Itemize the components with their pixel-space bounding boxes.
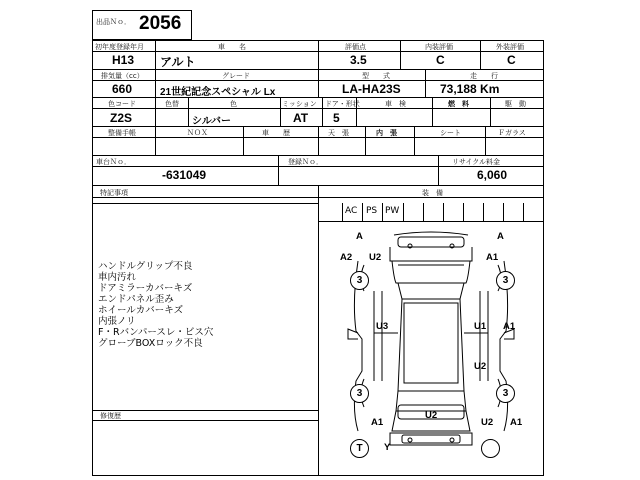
color-type-label: 色替: [165, 100, 179, 108]
color-value: シルバー: [192, 116, 232, 127]
remark-line: ホイールカバーキズ: [98, 305, 184, 316]
mark-left-side: U3: [376, 321, 389, 332]
mark-front-bumper-right: A1: [486, 252, 499, 263]
lot-number-box: [92, 10, 192, 40]
mark-front-bumper-left-u: U2: [369, 252, 382, 263]
remark-line: グローブBOXロック不良: [98, 338, 203, 349]
interior-value: C: [436, 53, 445, 67]
lot-number: 2056: [139, 13, 182, 34]
mileage-value: 73,188 Km: [440, 82, 500, 96]
car-name-label: 車 名: [218, 43, 246, 51]
mileage-label: 走 行: [470, 72, 498, 80]
lot-number-label: 出品Ｎｏ．: [96, 18, 131, 26]
mark-right-rear-door: U2: [474, 361, 487, 372]
wheel-rear-right: 3: [496, 384, 515, 403]
wheel-front-right: 3: [496, 271, 515, 290]
remark-line: ドアミラーカバーキズ: [98, 283, 193, 294]
interior-upholstery-label: 内 張: [376, 129, 397, 137]
mark-front-bumper-left-a: A2: [340, 252, 353, 263]
doors-shape-label: ドア・形状: [325, 100, 360, 108]
manual-label: 整備手帳: [108, 129, 136, 137]
mission-label: ミッション: [282, 100, 317, 108]
displacement-value: 660: [112, 82, 133, 96]
mark-tire-y: Y: [384, 442, 391, 453]
recycle-fee-value: 6,060: [477, 168, 508, 182]
exterior-value: C: [507, 53, 516, 67]
f-glass-label: Ｆガラス: [498, 129, 526, 137]
remark-line: F・Rバンパースレ・ビス穴: [98, 327, 214, 338]
mission-value: AT: [293, 111, 309, 125]
color-code-value: Z2S: [110, 111, 133, 125]
exterior-label: 外装評価: [496, 43, 524, 51]
rating-value: 3.5: [350, 53, 367, 67]
seat-label: シート: [440, 129, 461, 137]
rating-label: 評価点: [345, 43, 366, 51]
mark-right-side-u: U1: [474, 321, 487, 332]
mark-rear-left: A1: [371, 417, 384, 428]
first-reg-label: 初年度登録年月: [95, 43, 144, 51]
tire-t: T: [350, 439, 369, 458]
equipment-pw: PW: [385, 206, 400, 216]
sunroof-label: 天 張: [328, 129, 349, 137]
grade-value: 21世紀記念スペシャル Lx: [160, 87, 276, 98]
mark-right-side-a: A1: [503, 321, 516, 332]
model-label: 型 式: [362, 72, 390, 80]
color-label: 色: [230, 100, 237, 108]
grade-label: グレード: [222, 72, 250, 80]
remark-line: エンドパネル歪み: [98, 294, 174, 305]
mark-rear-right-a: A1: [510, 417, 523, 428]
first-reg-value: H13: [112, 53, 135, 67]
mark-front-right: A: [497, 231, 504, 242]
equipment-label: 装 備: [422, 189, 443, 197]
wheel-rear-left: 3: [350, 384, 369, 403]
capacity-label: 車 検: [385, 100, 406, 108]
reg-no-label: 登録Ｎｏ．: [288, 158, 323, 166]
recycle-fee-label: リサイクル料金: [452, 158, 501, 166]
chassis-no-value: -631049: [162, 168, 207, 182]
remark-line: 内張ノリ: [98, 316, 136, 327]
model-value: LA-HA23S: [342, 82, 401, 96]
tire-y-circle: [481, 439, 500, 458]
nox-label: ＮＯＸ: [187, 129, 208, 137]
mark-front-left: A: [356, 231, 363, 242]
mark-rear-right-u: U2: [481, 417, 494, 428]
chassis-no-label: 車台Ｎｏ．: [96, 158, 131, 166]
equipment-ac: AC: [345, 206, 358, 216]
repair-history-label: 修復歴: [100, 412, 121, 420]
color-code-label: 色コード: [108, 100, 136, 108]
history-label: 車 歴: [262, 129, 290, 137]
car-name-value: アルト: [160, 55, 196, 69]
equipment-ps: PS: [366, 206, 378, 216]
remark-line: 車内汚れ: [98, 272, 137, 283]
interior-label: 内装評価: [425, 43, 453, 51]
remark-line: ハンドルグリップ不良: [98, 261, 193, 272]
mark-rear-center: U2: [425, 410, 438, 421]
drive-label: 駆 動: [505, 100, 526, 108]
notes-label: 特記事項: [100, 189, 128, 197]
displacement-label: 排気量（cc）: [101, 72, 144, 80]
wheel-front-left: 3: [350, 271, 369, 290]
fuel-label: 燃 料: [448, 100, 469, 108]
doors-value: 5: [333, 111, 340, 125]
